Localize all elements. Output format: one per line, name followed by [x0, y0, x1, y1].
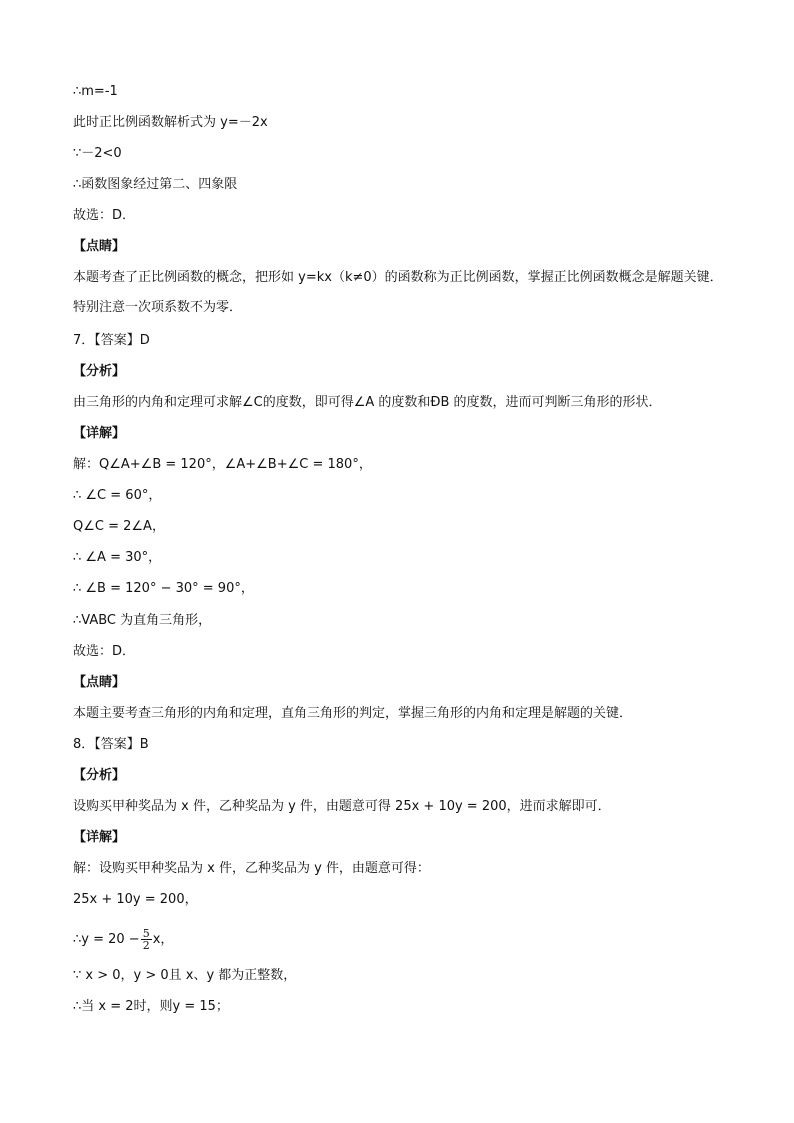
formula-line: ∴ ∠B = 120° − 30° = 90°， [73, 581, 254, 596]
section-heading: 【详解】 [73, 830, 126, 845]
text-line: 故选：D． [73, 208, 136, 223]
text-line: ∴VABC 为直角三角形， [73, 613, 212, 628]
fraction-numerator: 5 [142, 927, 150, 940]
text-line: 故选：D． [73, 644, 136, 659]
formula-line: 解：Q∠A+∠B = 120°，∠A+∠B+∠C = 180°， [73, 457, 372, 472]
section-heading: 【详解】 [73, 426, 126, 441]
text-line: ∴函数图象经过第二、四象限 [73, 177, 238, 192]
formula-line: ∵ x > 0，y > 0且 x、y 都为正整数， [73, 968, 297, 983]
section-heading: 【点睛】 [73, 675, 126, 690]
text-line: ∵－2<0 [73, 146, 122, 161]
paragraph: 本题考查了正比例函数的概念，把形如 y=kx（k≠0）的函数称为正比例函数，掌握正比例函数概念是解题关键．特别注意一次项系数不为零． [73, 270, 723, 315]
text-line: 解：设购买甲种奖品为 x 件，乙种奖品为 y 件，由题意可得： [73, 861, 430, 876]
formula-line: ∴当 x = 2时，则y = 15； [73, 999, 229, 1014]
paragraph: 本题主要考查三角形的内角和定理，直角三角形的判定，掌握三角形的内角和定理是解题的关键． [73, 706, 633, 721]
text-line: 此时正比例函数解析式为 y=－2x [73, 115, 268, 130]
answer-heading: 7．【答案】D [73, 333, 150, 348]
text-line: 设购买甲种奖品为 x 件，乙种奖品为 y 件，由题意可得 25x + 10y = 200，进而求解即可． [73, 799, 611, 814]
section-heading: 【分析】 [73, 364, 126, 379]
answer-heading: 8．【答案】B [73, 737, 149, 752]
fraction [141, 928, 152, 951]
fraction-denominator: 2 [142, 939, 150, 952]
text-line: ∴m=-1 [73, 84, 118, 99]
formula-line: 25x + 10y = 200， [73, 892, 198, 907]
formula-part: ∴y = 20 − [73, 932, 140, 947]
section-heading: 【分析】 [73, 768, 126, 783]
section-heading: 【点睛】 [73, 239, 126, 254]
formula-line [73, 928, 734, 951]
text-line: 由三角形的内角和定理可求解∠C的度数，即可得∠A 的度数和ÐB 的度数，进而可判断三角形的形状． [73, 395, 662, 410]
formula-line: ∴ ∠A = 30°， [73, 550, 162, 565]
formula-line: Q∠C = 2∠A， [73, 519, 165, 534]
formula-line: ∴ ∠C = 60°， [73, 488, 162, 503]
formula-part: x， [152, 932, 174, 947]
